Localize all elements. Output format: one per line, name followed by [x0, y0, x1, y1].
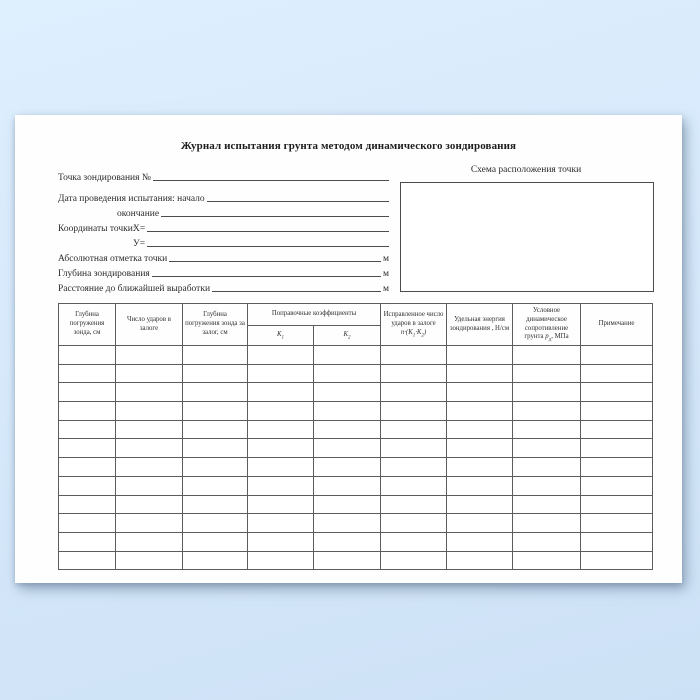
corrected-blows-formula: $n\cdot(К_1\cdot К_2)$ — [400, 328, 427, 339]
resistance-formula: грунта $р_д$, МПа — [524, 333, 569, 343]
table-row — [59, 346, 653, 365]
table-cell — [447, 346, 513, 365]
table-row — [59, 383, 653, 402]
table-cell — [381, 495, 447, 514]
field-distance-working — [58, 279, 389, 294]
table-cell — [381, 439, 447, 458]
table-cell — [314, 458, 381, 477]
table-cell — [513, 551, 581, 570]
col-header-k1: $К_1$ — [248, 326, 314, 346]
table-cell — [447, 439, 513, 458]
table-cell — [59, 458, 116, 477]
table-cell — [183, 458, 248, 477]
page-title: Журнал испытания грунта методом динамического зондирования — [180, 140, 517, 152]
col-header-blows-count: Число ударов в залоге — [116, 304, 183, 346]
table-cell — [59, 439, 116, 458]
table-cell — [116, 495, 183, 514]
table-cell — [116, 402, 183, 421]
table-cell — [381, 532, 447, 551]
table-row — [59, 420, 653, 439]
table-cell — [314, 514, 381, 533]
journal-table-header — [59, 304, 653, 346]
table-cell — [59, 420, 116, 439]
table-row — [59, 514, 653, 533]
table-cell — [116, 514, 183, 533]
field-label: Точка зондирования № — [58, 173, 151, 183]
table-cell — [581, 514, 653, 533]
table-cell — [314, 476, 381, 495]
table-cell — [248, 383, 314, 402]
col-header-note: Примечание — [581, 304, 653, 346]
table-cell — [314, 420, 381, 439]
fill-in-line — [153, 180, 389, 181]
table-cell — [248, 346, 314, 365]
table-cell — [381, 551, 447, 570]
col-header-corrected-blows — [381, 304, 447, 346]
table-cell — [183, 476, 248, 495]
table-cell — [513, 420, 581, 439]
field-absolute-mark — [58, 249, 389, 264]
coordinate-x-label: Х= — [133, 224, 146, 234]
fill-in-line — [207, 201, 389, 202]
table-cell — [116, 551, 183, 570]
table-cell — [581, 364, 653, 383]
table-row — [59, 364, 653, 383]
table-row — [59, 476, 653, 495]
coordinate-y-label: У= — [133, 239, 146, 249]
table-cell — [248, 514, 314, 533]
table-cell — [513, 476, 581, 495]
field-label: Дата проведения испытания: начало — [58, 194, 205, 204]
table-cell — [581, 458, 653, 477]
table-cell — [183, 495, 248, 514]
table-cell — [581, 532, 653, 551]
table-cell — [447, 551, 513, 570]
table-cell — [381, 458, 447, 477]
field-date-end — [58, 204, 389, 219]
table-row — [59, 439, 653, 458]
fill-in-line — [161, 216, 389, 217]
table-cell — [183, 402, 248, 421]
table-cell — [381, 383, 447, 402]
resistance-text: Условное динамическое сопротивление — [524, 306, 569, 332]
header-fields — [58, 168, 389, 294]
table-cell — [447, 514, 513, 533]
form-page — [15, 115, 682, 583]
table-cell — [248, 420, 314, 439]
field-coordinate-x — [58, 219, 389, 234]
table-cell — [314, 551, 381, 570]
table-cell — [183, 514, 248, 533]
table-cell — [116, 476, 183, 495]
table-cell — [513, 458, 581, 477]
table-cell — [59, 346, 116, 365]
table-row — [59, 458, 653, 477]
table-cell — [314, 495, 381, 514]
table-cell — [447, 402, 513, 421]
table-cell — [447, 495, 513, 514]
table-cell — [248, 439, 314, 458]
col-header-depth-per-set: Глубина погружения зонда за залог, см — [183, 304, 248, 346]
table-cell — [116, 383, 183, 402]
table-cell — [447, 532, 513, 551]
table-cell — [513, 402, 581, 421]
table-cell — [248, 495, 314, 514]
table-row — [59, 402, 653, 421]
table-cell — [513, 514, 581, 533]
table-cell — [248, 402, 314, 421]
journal-table-body — [59, 346, 653, 570]
table-cell — [183, 383, 248, 402]
journal-table — [58, 303, 653, 570]
table-cell — [381, 420, 447, 439]
fill-in-line — [147, 246, 389, 247]
col-header-k2: $К_2$ — [314, 326, 381, 346]
table-cell — [183, 532, 248, 551]
table-cell — [447, 383, 513, 402]
unit-suffix: м — [382, 269, 389, 279]
table-cell — [183, 551, 248, 570]
table-row — [59, 495, 653, 514]
table-cell — [314, 532, 381, 551]
table-cell — [248, 476, 314, 495]
schema-box-label: Схема расположения точки — [470, 165, 582, 175]
unit-suffix: м — [382, 284, 389, 294]
table-cell — [59, 383, 116, 402]
table-cell — [447, 420, 513, 439]
fill-in-line — [169, 261, 381, 262]
corrected-blows-text: Исправленное число ударов в залоге — [383, 311, 444, 328]
col-header-dynamic-resistance — [513, 304, 581, 346]
table-cell — [513, 364, 581, 383]
fill-in-line — [212, 291, 381, 292]
table-cell — [381, 346, 447, 365]
table-cell — [59, 532, 116, 551]
table-cell — [513, 383, 581, 402]
table-cell — [513, 495, 581, 514]
table-cell — [248, 458, 314, 477]
table-cell — [513, 532, 581, 551]
table-cell — [581, 495, 653, 514]
table-cell — [59, 476, 116, 495]
table-cell — [59, 364, 116, 383]
table-cell — [183, 364, 248, 383]
table-cell — [581, 439, 653, 458]
table-cell — [314, 383, 381, 402]
field-label: окончание — [117, 209, 160, 219]
field-label: Глубина зондирования — [58, 269, 150, 279]
field-sounding-depth — [58, 264, 389, 279]
table-cell — [513, 346, 581, 365]
col-header-specific-energy: Удельная энергия зондирования , Н/см — [447, 304, 513, 346]
table-cell — [116, 420, 183, 439]
table-cell — [381, 402, 447, 421]
table-cell — [381, 364, 447, 383]
table-cell — [183, 439, 248, 458]
table-cell — [314, 439, 381, 458]
table-cell — [381, 476, 447, 495]
field-date-start — [58, 189, 389, 204]
table-cell — [248, 532, 314, 551]
col-header-probe-depth: Глубина погружения зонда, см — [59, 304, 116, 346]
table-cell — [116, 458, 183, 477]
table-cell — [447, 476, 513, 495]
table-cell — [581, 551, 653, 570]
table-cell — [314, 364, 381, 383]
table-cell — [116, 439, 183, 458]
table-cell — [581, 346, 653, 365]
table-cell — [581, 383, 653, 402]
table-cell — [183, 420, 248, 439]
field-label: Координаты точки: — [58, 224, 136, 234]
table-cell — [513, 439, 581, 458]
table-cell — [116, 346, 183, 365]
table-cell — [314, 346, 381, 365]
table-cell — [116, 532, 183, 551]
table-cell — [59, 495, 116, 514]
table-row — [59, 551, 653, 570]
table-cell — [59, 551, 116, 570]
field-label: Абсолютная отметка точки — [58, 254, 168, 264]
table-cell — [59, 514, 116, 533]
table-cell — [447, 364, 513, 383]
table-cell — [59, 402, 116, 421]
table-cell — [581, 420, 653, 439]
field-coordinate-y — [58, 234, 389, 249]
table-cell — [581, 402, 653, 421]
fill-in-line — [147, 231, 389, 232]
table-cell — [248, 364, 314, 383]
point-location-schema-box — [400, 182, 654, 292]
col-header-correction-group: Поправочные коэффициенты — [248, 304, 381, 326]
table-cell — [314, 402, 381, 421]
table-row — [59, 532, 653, 551]
table-cell — [116, 364, 183, 383]
field-sounding-point — [58, 168, 389, 183]
table-cell — [248, 551, 314, 570]
table-cell — [581, 476, 653, 495]
header-row-top — [59, 304, 653, 326]
field-label: Расстояние до ближайшей выработки — [58, 284, 211, 294]
table-cell — [381, 514, 447, 533]
fill-in-line — [152, 276, 381, 277]
table-cell — [183, 346, 248, 365]
table-cell — [447, 458, 513, 477]
unit-suffix: м — [382, 254, 389, 264]
